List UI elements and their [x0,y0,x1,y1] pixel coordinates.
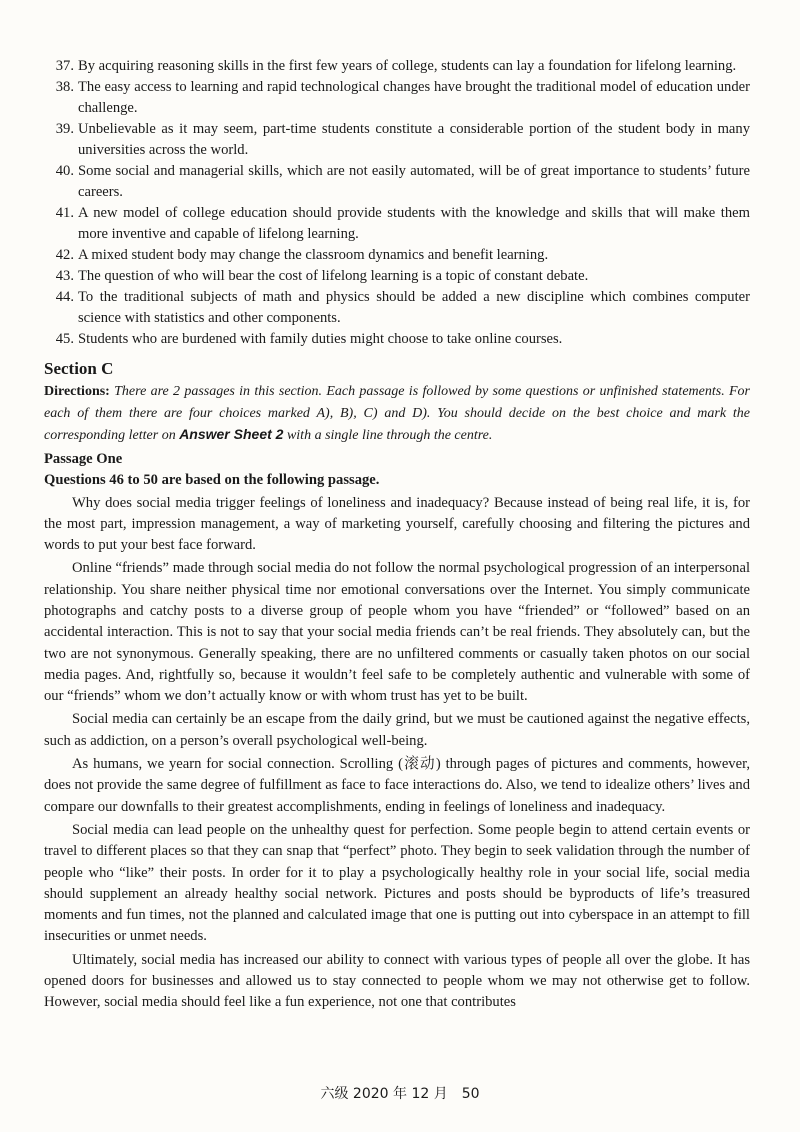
passage-paragraph: Online “friends” made through social media do not follow the normal psychological progression of an interpersonal relationship. You share neither physical time nor emotional conversations over the Internet. You simply communicate photographs and catchy posts to a diverse group of people whom you have “friended” or “followed” based on an accidental interaction. This is not to say that your social media friends can’t be real friends. They absolutely can, but the two are not synonymous. Generally speaking, there are no unfiltered comments or casually taken photos on our social media pages. And, rightfully so, because it wouldn’t feel safe to be completely authentic and vulnerable with some of our “friends” whom we don’t actually know or with whom trust has yet to be built. [44,560,750,705]
statement-text: A new model of college education should provide students with the knowledge and skills that will make them more inventive and capable of lifelong learning. [78,205,750,242]
statement-text: By acquiring reasoning skills in the first few years of college, students can lay a foundation for lifelong learning. [78,58,737,74]
statement-number: 44. [55,289,74,305]
statement-number: 45. [55,331,74,347]
statement-number: 40. [55,163,74,179]
statement-item [44,161,750,203]
passage-paragraph: Why does social media trigger feelings of loneliness and inadequacy? Because instead of being real life, it is, for the most part, impression management, a way of marketing yourself, carefully choosing and filtering the pictures and words to put your best face forward. [44,494,750,554]
statement-item [44,287,750,329]
directions-pre: There are 2 passages in this section. Each passage is followed by some questions or unfinished statements. For each of them there are four choices marked A), B), C) and D). You should decide on the best choice and mark the corresponding letter on [44,384,750,443]
statement-text: The question of who will bear the cost of lifelong learning is a topic of constant debate. [78,268,589,284]
statement-text: Unbelievable as it may seem, part-time students constitute a considerable portion of the student body in many universities across the world. [78,121,750,158]
section-title: Section C [44,359,114,378]
passage-paragraph: Ultimately, social media has increased our ability to connect with various types of people all over the globe. It has opened doors for businesses and allowed us to stay connected to people whom we may not otherwise get to follow. However, social media should feel like a fun experience, not one that contributes [44,951,750,1011]
statement-text: The easy access to learning and rapid technological changes have brought the traditional model of education under challenge. [78,79,750,116]
statement-number: 37. [55,58,74,74]
statement-text: Some social and managerial skills, which are not easily automated, will be of great importance to students’ future careers. [78,163,750,200]
statement-text: A mixed student body may change the classroom dynamics and benefit learning. [78,247,549,263]
passage-paragraph: Social media can certainly be an escape from the daily grind, but we must be cautioned against the negative effects, such as addiction, on a person’s overall psychological well-being. [44,711,750,749]
directions-post: with a single line through the centre. [283,428,493,443]
exam-page [44,56,750,1016]
statement-number: 39. [55,121,74,137]
statement-list [44,56,750,350]
statement-item [44,56,750,77]
directions-label: Directions: [44,384,110,399]
directions [44,381,750,447]
statement-item [44,203,750,245]
statement-item [44,77,750,119]
statement-text: To the traditional subjects of math and physics should be added a new discipline which combines computer science with statistics and other components. [78,289,750,326]
passage-body [44,493,750,1014]
page-footer: 六级 2020 年 12 月 50 [320,1086,480,1102]
questions-heading: Questions 46 to 50 are based on the following passage. [44,471,380,488]
statement-number: 38. [55,79,74,95]
statement-number: 42. [55,247,74,263]
passage-paragraph: As humans, we yearn for social connection. Scrolling (滚动) through pages of pictures and comments, however, does not provide the same degree of fulfillment as face to face interactions do. Also, we tend to idealize others’ lives and compare our downfalls to their greatest accomplishments, ending in feelings of loneliness and inadequacy. [44,756,750,815]
statement-text: Students who are burdened with family duties might choose to take online courses. [78,331,563,347]
answer-sheet-label: Answer Sheet 2 [179,426,284,442]
statement-item [44,245,750,266]
statement-item [44,266,750,287]
statement-item [44,119,750,161]
statement-number: 43. [55,268,74,284]
statement-item [44,329,750,350]
directions-text [44,384,750,443]
statement-number: 41. [55,205,74,221]
passage-title: Passage One [44,450,123,467]
passage-paragraph: Social media can lead people on the unhealthy quest for perfection. Some people begin to attend certain events or travel to different places so that they can snap that “perfect” photo. They begin to seek validation through the number of people who “like” their posts. In order for it to play a psychologically healthy role in your social life, social media should supplement an already healthy social network. Pictures and posts should be byproducts of life’s treasured moments and fun times, not the planned and calculated image that one is putting out into cyberspace in an attempt to fill insecurities or unmet needs. [44,821,750,945]
